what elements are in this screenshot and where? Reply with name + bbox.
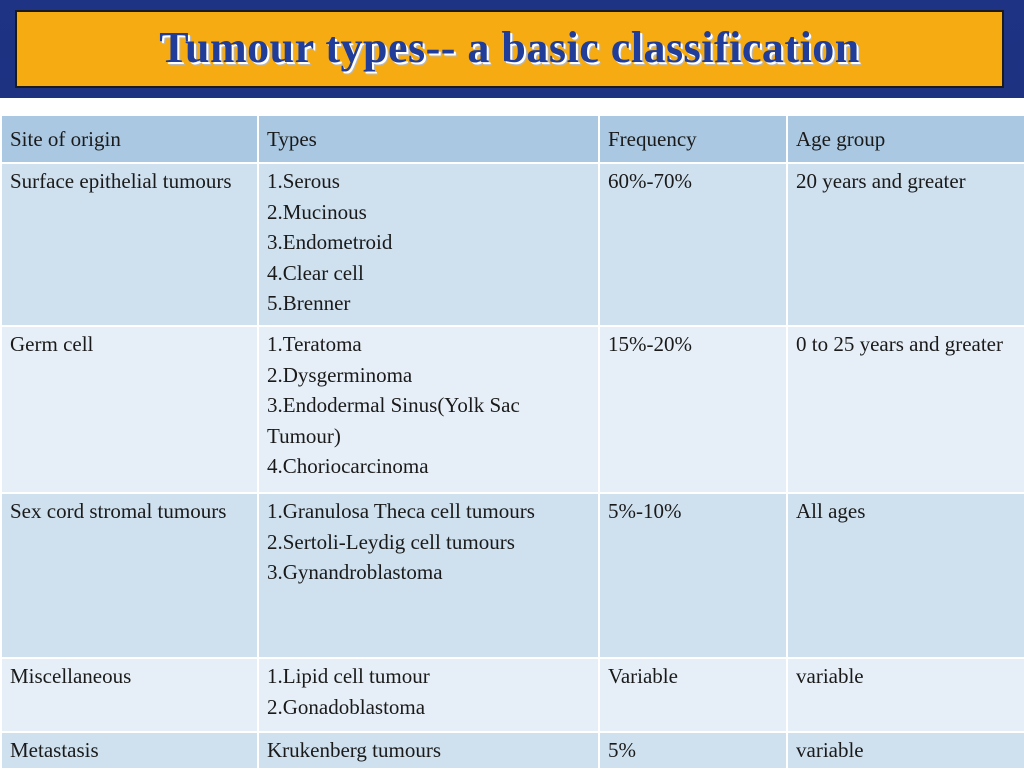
type-item: 1.Granulosa Theca cell tumours	[267, 499, 535, 523]
title-divider	[0, 98, 1024, 114]
cell-site: Metastasis	[1, 732, 258, 769]
type-item: 2.Mucinous	[267, 199, 367, 224]
table-row	[1, 732, 1024, 769]
cell-types	[258, 163, 599, 326]
type-item: 4.Clear cell	[267, 260, 364, 285]
header-types: Types	[258, 115, 599, 163]
table-row	[1, 658, 1024, 732]
cell-age: variable	[787, 658, 1024, 732]
type-item: 1.Serous	[267, 169, 340, 193]
cell-frequency: 5%	[599, 732, 787, 769]
table-row	[1, 163, 1024, 326]
table-row	[1, 326, 1024, 493]
header-age-group: Age group	[787, 115, 1024, 163]
cell-frequency: 60%-70%	[599, 163, 787, 326]
type-item: 2.Sertoli-Leydig cell tumours	[267, 529, 515, 554]
type-item: 1.Teratoma	[267, 332, 362, 356]
cell-types	[258, 658, 599, 732]
type-item: 1.Lipid cell tumour	[267, 664, 430, 688]
cell-site: Sex cord stromal tumours	[1, 493, 258, 658]
cell-site: Surface epithelial tumours	[1, 163, 258, 326]
table-row	[1, 493, 1024, 658]
cell-site: Germ cell	[1, 326, 258, 493]
type-item: 3.Endometroid	[267, 230, 393, 254]
type-item: 3.Gynandroblastoma	[267, 560, 443, 584]
type-item: 2.Dysgerminoma	[267, 362, 413, 387]
title-banner	[15, 10, 1004, 88]
type-item: 4.Choriocarcinoma	[267, 454, 429, 478]
slide-title: Tumour types-- a basic classification	[159, 22, 860, 72]
type-item: Krukenberg tumours	[267, 738, 441, 762]
header-site-of-origin: Site of origin	[1, 115, 258, 163]
type-item: 3.Endodermal Sinus(Yolk Sac Tumour)	[267, 393, 520, 448]
cell-frequency: Variable	[599, 658, 787, 732]
cell-types	[258, 493, 599, 658]
cell-frequency: 15%-20%	[599, 326, 787, 493]
cell-age: 0 to 25 years and greater	[787, 326, 1024, 493]
type-item: 2.Gonadoblastoma	[267, 694, 426, 719]
type-item: 5.Brenner	[267, 291, 351, 315]
cell-types	[258, 326, 599, 493]
table-header-row	[1, 115, 1024, 163]
cell-age: All ages	[787, 493, 1024, 658]
cell-site: Miscellaneous	[1, 658, 258, 732]
cell-age: variable	[787, 732, 1024, 769]
cell-frequency: 5%-10%	[599, 493, 787, 658]
header-frequency: Frequency	[599, 115, 787, 163]
tumour-classification-table	[0, 114, 1024, 770]
cell-types	[258, 732, 599, 769]
cell-age: 20 years and greater	[787, 163, 1024, 326]
